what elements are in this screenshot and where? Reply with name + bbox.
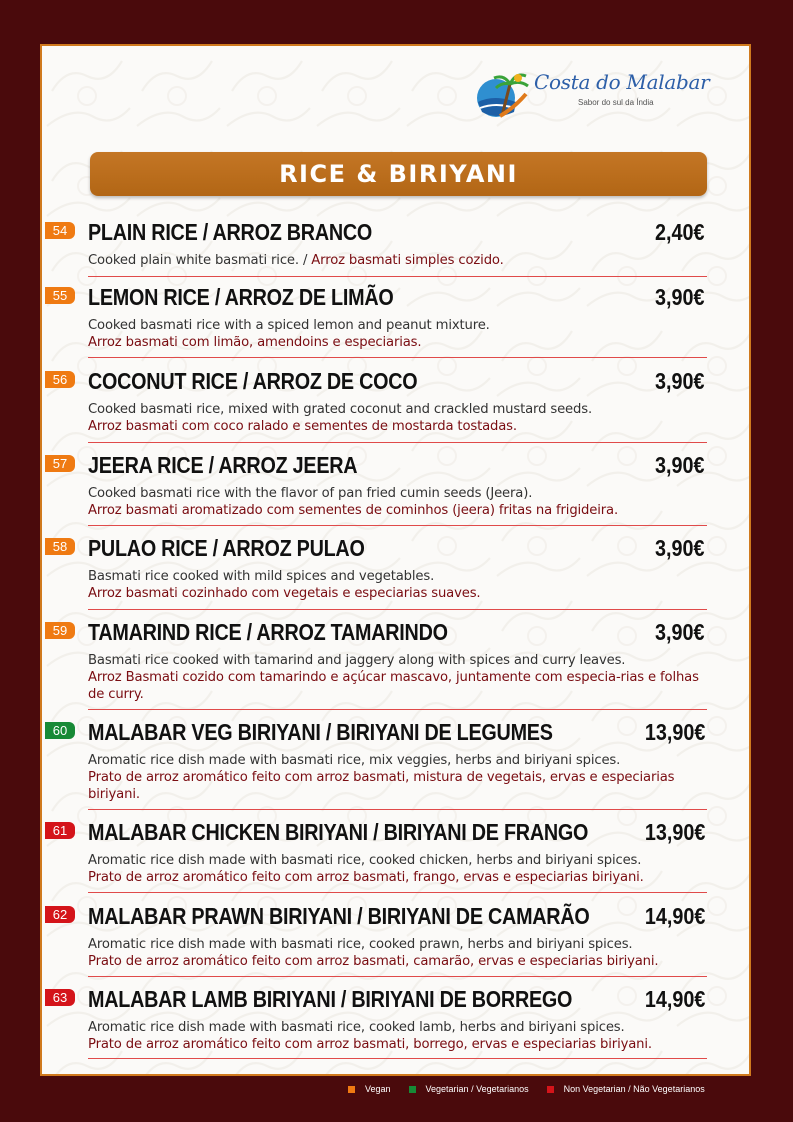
item-number-badge: 60 (45, 722, 75, 739)
item-description (88, 568, 713, 602)
item-price: 3,90€ (655, 452, 705, 478)
item-divider (88, 709, 707, 710)
diet-legend (348, 1083, 723, 1095)
item-title: TAMARIND RICE / ARROZ TAMARINDO (88, 619, 448, 645)
menu-page (40, 44, 751, 1076)
item-price: 3,90€ (655, 368, 705, 394)
item-price: 3,90€ (655, 535, 705, 561)
legend-vegan-label: Vegan (365, 1084, 391, 1094)
item-title: MALABAR VEG BIRIYANI / BIRIYANI DE LEGUMES (88, 719, 553, 745)
item-title: JEERA RICE / ARROZ JEERA (88, 452, 358, 478)
item-description (88, 485, 713, 519)
item-price: 3,90€ (655, 284, 705, 310)
item-description-portuguese: Arroz basmati simples cozido. (311, 253, 504, 268)
item-number-badge: 62 (45, 906, 75, 923)
vegan-legend-swatch (348, 1086, 355, 1093)
item-price: 3,90€ (655, 619, 705, 645)
item-description (88, 1019, 713, 1053)
section-banner (90, 152, 707, 196)
brand-logo (474, 64, 714, 124)
item-description-portuguese: Prato de arroz aromático feito com arroz basmati, borrego, ervas e especiarias biriyani. (88, 1037, 652, 1052)
item-description-english: Aromatic rice dish made with basmati rice, cooked lamb, herbs and biriyani spices. (88, 1020, 625, 1035)
item-description-english: Basmati rice cooked with mild spices and vegetables. (88, 569, 435, 584)
item-price: 2,40€ (655, 219, 705, 245)
item-number-badge: 61 (45, 822, 75, 839)
item-divider (88, 525, 707, 526)
item-description-portuguese: Prato de arroz aromático feito com arroz basmati, mistura de vegetais, ervas e especiarias biriyani. (88, 770, 675, 802)
item-description (88, 936, 713, 970)
item-description (88, 317, 713, 351)
item-number-badge: 55 (45, 287, 75, 304)
item-description-english: Basmati rice cooked with tamarind and jaggery along with spices and curry leaves. (88, 653, 626, 668)
item-title: PLAIN RICE / ARROZ BRANCO (88, 219, 373, 245)
item-description-english: Aromatic rice dish made with basmati rice, cooked prawn, herbs and biriyani spices. (88, 937, 633, 952)
item-description-portuguese: Prato de arroz aromático feito com arroz basmati, frango, ervas e especiarias biriyani. (88, 870, 644, 885)
item-description-portuguese: Arroz basmati aromatizado com sementes de cominhos (jeera) fritas na frigideira. (88, 503, 618, 518)
item-description-english: Aromatic rice dish made with basmati rice, cooked chicken, herbs and biriyani spices. (88, 853, 642, 868)
item-description (88, 401, 713, 435)
item-price: 14,90€ (644, 986, 705, 1012)
item-description-english: Cooked basmati rice with the flavor of pan fried cumin seeds (Jeera). (88, 486, 533, 501)
section-title: RICE & BIRIYANI (279, 160, 518, 188)
item-number-badge: 54 (45, 222, 75, 239)
item-description-portuguese: Arroz basmati com limão, amendoins e especiarias. (88, 335, 422, 350)
item-number-badge: 58 (45, 538, 75, 555)
item-title: LEMON RICE / ARROZ DE LIMÃO (88, 284, 394, 310)
item-divider (88, 892, 707, 893)
brand-tagline: Sabor do sul da Índia (578, 98, 654, 107)
item-number-badge: 57 (45, 455, 75, 472)
item-price: 13,90€ (644, 819, 705, 845)
item-title: MALABAR CHICKEN BIRIYANI / BIRIYANI DE FRANGO (88, 819, 589, 845)
item-number-badge: 59 (45, 622, 75, 639)
item-description (88, 652, 713, 703)
item-description-portuguese: Prato de arroz aromático feito com arroz basmati, camarão, ervas e especiarias biriyani. (88, 954, 659, 969)
item-description-english: Aromatic rice dish made with basmati rice, mix veggies, herbs and biriyani spices. (88, 753, 621, 768)
item-description-portuguese: Arroz basmati com coco ralado e sementes de mostarda tostadas. (88, 419, 517, 434)
item-price: 14,90€ (644, 903, 705, 929)
non-vegetarian-legend-swatch (547, 1086, 554, 1093)
brand-name: Costa do Malabar (534, 70, 710, 94)
item-number-badge: 63 (45, 989, 75, 1006)
item-divider (88, 809, 707, 810)
palm-tree-logo-icon (474, 64, 530, 120)
item-description-english: Cooked basmati rice with a spiced lemon and peanut mixture. (88, 318, 490, 333)
item-divider (88, 609, 707, 610)
item-title: MALABAR PRAWN BIRIYANI / BIRIYANI DE CAMARÃO (88, 903, 590, 929)
legend-non-vegetarian-label: Non Vegetarian / Não Vegetarianos (563, 1084, 705, 1094)
item-description-english: Cooked basmati rice, mixed with grated coconut and crackled mustard seeds. (88, 402, 592, 417)
item-divider (88, 357, 707, 358)
item-divider (88, 1058, 707, 1059)
item-description (88, 752, 713, 803)
item-title: COCONUT RICE / ARROZ DE COCO (88, 368, 418, 394)
item-number-badge: 56 (45, 371, 75, 388)
item-description (88, 852, 713, 886)
vegetarian-legend-swatch (409, 1086, 416, 1093)
item-title: MALABAR LAMB BIRIYANI / BIRIYANI DE BORREGO (88, 986, 573, 1012)
item-title: PULAO RICE / ARROZ PULAO (88, 535, 365, 561)
item-divider (88, 276, 707, 277)
item-price: 13,90€ (644, 719, 705, 745)
item-description-portuguese: Arroz Basmati cozido com tamarindo e açúcar mascavo, juntamente com especia-rias e folhas de curry. (88, 670, 699, 702)
item-description-portuguese: Arroz basmati cozinhado com vegetais e especiarias suaves. (88, 586, 481, 601)
item-description (88, 252, 713, 269)
item-divider (88, 442, 707, 443)
legend-vegetarian-label: Vegetarian / Vegetarianos (425, 1084, 529, 1094)
item-divider (88, 976, 707, 977)
item-description-english: Cooked plain white basmati rice. / (88, 253, 312, 268)
